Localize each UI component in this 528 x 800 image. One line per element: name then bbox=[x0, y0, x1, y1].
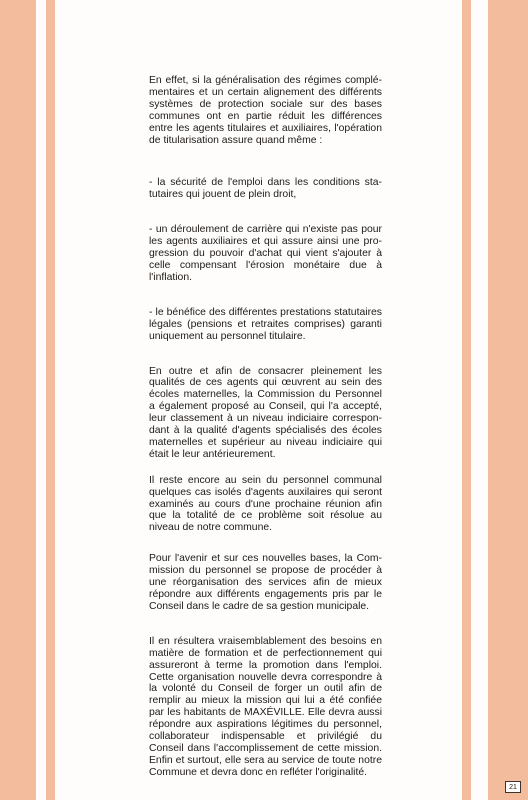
right-decorative-stripe-wide bbox=[488, 0, 528, 800]
left-decorative-stripe-narrow bbox=[46, 0, 55, 800]
paragraph-career-progression: - un déroulement de carrière qui n'existe pas pour les agents auxiliaires et qui assure ainsi une progression du pouvoir d'achat qui vient s'ajouter à celle compensant l'érosion monétaire due à l'inflation. bbox=[149, 224, 382, 283]
paragraph-statutory-benefits: - le bénéfice des différentes prestations statutaires légales (pensions et retraites comprises) garanti uniquement au personnel titulaire. bbox=[149, 306, 382, 342]
paragraph-intro: En effet, si la généralisation des régimes complémentaires et un certain alignement des différents systèmes de protection sociale sur des bases communes ont en partie réduit les différences entre les agents titulaires et auxiliaires, l'opération de titularisation assure quand même : bbox=[149, 75, 382, 146]
paragraph-service-reorganisation: Pour l'avenir et sur ces nouvelles bases, la Commission du personnel se propose de procéder à une réorganisation des services afin de mieux répondre aux différents engagements pris par le Conseil dans le cadre de sa gestion municipale. bbox=[149, 553, 382, 612]
page-number: 21 bbox=[505, 781, 521, 793]
body-text-column bbox=[149, 75, 382, 779]
paragraph-remaining-cases: Il reste encore au sein du personnel communal quelques cas isolés d'agents auxilaires qui seront examinés au cours d'une prochaine réunion afin que la totalité de ce problème soit résolue au niveau de notre commune. bbox=[149, 474, 382, 534]
paragraph-job-security: - la sécurité de l'emploi dans les conditions statutaires qui jouent de plein droit, bbox=[149, 177, 382, 201]
paragraph-nursery-school-agents: En outre et afin de consacrer pleinement les qualités de ces agents qui œuvrent au sein des écoles maternelles, la Commission du Personnel a également proposé au Conseil, qui l'a accepté, leur classement à un niveau indiciaire correspondant à la qualité d'agents spécialisés des écoles maternelles et supérieur au niveau indiciaire qui était le leur antérieurement. bbox=[149, 365, 382, 460]
right-decorative-stripe-narrow bbox=[462, 0, 471, 800]
paragraph-training-needs: Il en résultera vraisemblablement des besoins en matière de formation et de perfectionnement qui assureront à terme la promotion dans l'emploi. Cette organisation nouvelle devra correspondre à la volonté du Conseil de forger un outil afin de remplir au mieux la mission qui lui a été confiée par les habitants de MAXÉVILLE. Elle devra aussi répondre aux aspirations légitimes du personnel, collaborateur indispensable et privilégié du Conseil dans l'accomplissement de cette mission. Enfin et surtout, elle sera au service de toute notre Commune et devra donc en refléter l'originalité. bbox=[149, 635, 382, 778]
left-decorative-stripe-wide bbox=[0, 0, 36, 800]
